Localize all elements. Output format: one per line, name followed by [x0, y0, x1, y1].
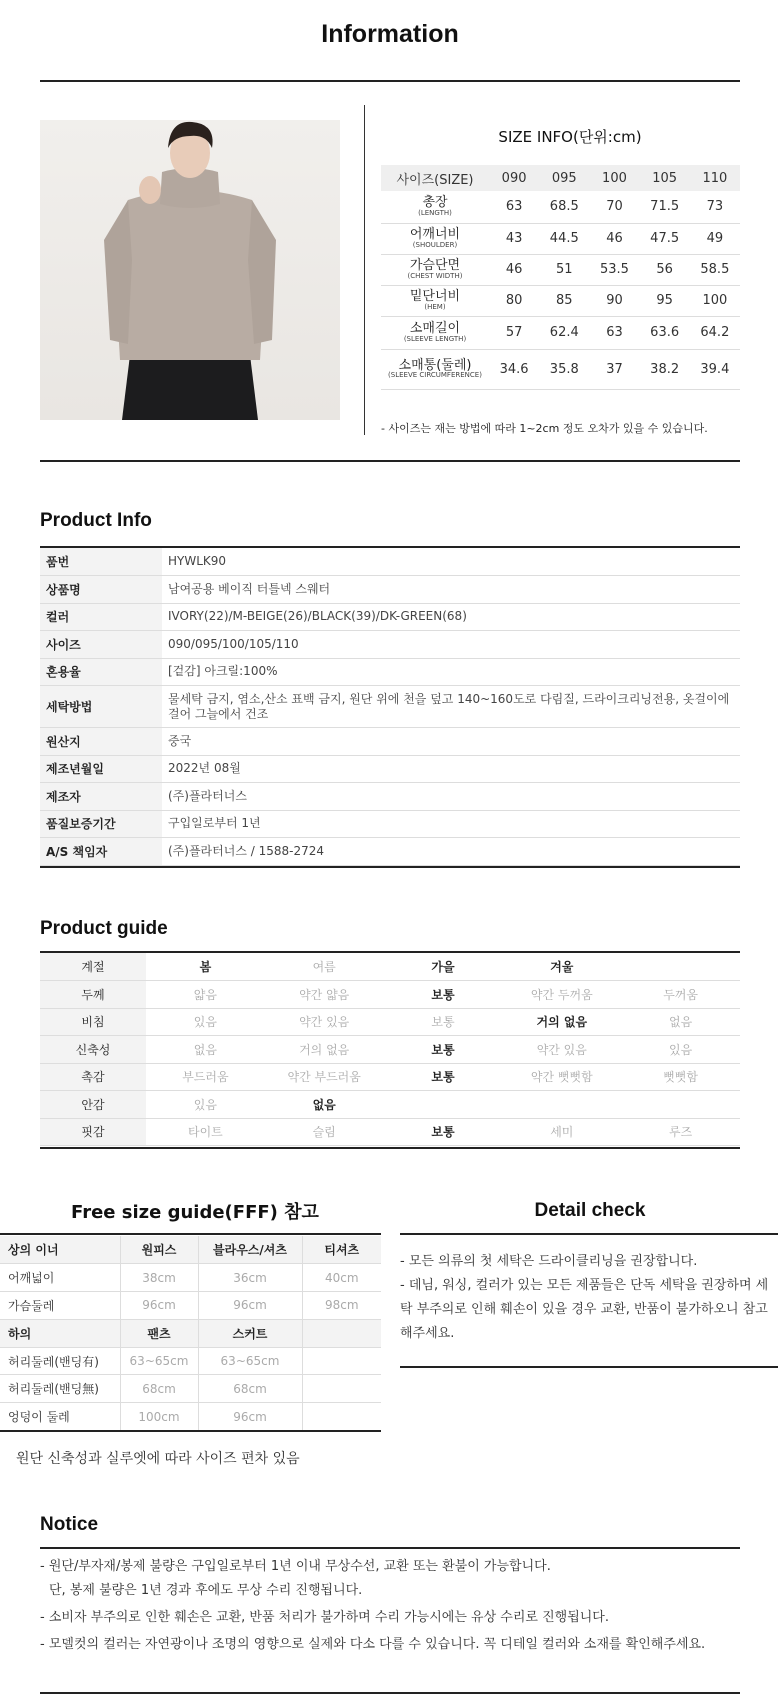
size-head-cell: 095	[539, 165, 589, 191]
guide-option: 없음	[265, 1091, 384, 1119]
size-label-en: (SLEEVE CIRCUMFERENCE)	[388, 371, 482, 380]
info-value: 구입일로부터 1년	[162, 810, 740, 838]
notice-item: - 원단/부자재/봉제 불량은 구입일로부터 1년 이내 무상수선, 교환 또는 환불이 가능합니다.	[40, 1559, 551, 1574]
guide-row	[40, 1063, 740, 1091]
info-key: 세탁방법	[40, 686, 162, 728]
free-size-row	[0, 1292, 381, 1320]
guide-row	[40, 1091, 740, 1119]
info-value: IVORY(22)/M-BEIGE(26)/BLACK(39)/DK-GREEN(68)	[162, 603, 740, 631]
info-key: 혼용율	[40, 658, 162, 686]
product-guide-table	[40, 953, 740, 1146]
free-size-cell: 상의 이너	[0, 1236, 120, 1264]
guide-key: 촉감	[40, 1063, 146, 1091]
info-key: 컬러	[40, 603, 162, 631]
size-table	[381, 165, 740, 390]
info-row	[40, 686, 740, 728]
size-value: 58.5	[690, 254, 740, 285]
info-value: 중국	[162, 728, 740, 756]
detail-check-item: - 모든 의류의 첫 세탁은 드라이클리닝을 권장합니다.	[400, 1254, 698, 1269]
notice-item: - 모델컷의 컬러는 자연광이나 조명의 영향으로 실제와 다소 다를 수 있습니다. 꼭 디테일 컬러와 소재를 확인해주세요.	[40, 1637, 706, 1652]
free-size-cell: 허리둘레(밴딩有)	[0, 1347, 120, 1375]
free-size-cell: 100cm	[120, 1403, 198, 1431]
size-row	[381, 223, 740, 254]
size-value: 68.5	[539, 191, 589, 223]
guide-option: 보통	[384, 1008, 503, 1036]
size-value: 46	[489, 254, 539, 285]
free-size-note: 원단 신축성과 실루엣에 따라 사이즈 편차 있음	[16, 1451, 300, 1467]
size-label-en: (SLEEVE LENGTH)	[403, 334, 467, 343]
guide-option: 약간 뻣뻣함	[502, 1063, 621, 1091]
size-value: 51	[539, 254, 589, 285]
size-head-cell: 105	[640, 165, 690, 191]
info-row	[40, 603, 740, 631]
size-row	[381, 349, 740, 389]
size-row-label	[381, 349, 489, 389]
guide-option	[384, 1091, 503, 1119]
guide-row	[40, 981, 740, 1009]
free-size-header	[0, 1236, 381, 1264]
guide-key: 신축성	[40, 1036, 146, 1064]
info-value: 남여공용 베이직 터틀넥 스웨터	[162, 576, 740, 604]
size-value: 49	[690, 223, 740, 254]
free-size-row	[0, 1347, 381, 1375]
free-size-cell: 98cm	[302, 1292, 381, 1320]
free-size-cell: 블라우스/셔츠	[198, 1236, 302, 1264]
size-label-ko: 어깨너비	[409, 227, 461, 242]
size-value: 44.5	[539, 223, 589, 254]
free-size-cell: 허리둘레(밴딩無)	[0, 1375, 120, 1403]
size-value: 56	[640, 254, 690, 285]
free-size-cell	[302, 1319, 381, 1347]
info-row	[40, 755, 740, 783]
size-head-cell: 100	[589, 165, 639, 191]
free-size-cell: 티셔츠	[302, 1236, 381, 1264]
guide-option: 없음	[621, 1008, 740, 1036]
free-size-cell: 96cm	[198, 1403, 302, 1431]
free-size-cell: 가슴둘레	[0, 1292, 120, 1320]
detail-check-title: Detail check	[534, 1200, 646, 1221]
divider	[0, 1233, 381, 1235]
free-size-cell: 하의	[0, 1319, 120, 1347]
guide-option	[621, 1091, 740, 1119]
page-title: Information	[321, 20, 459, 48]
size-value: 39.4	[690, 349, 740, 389]
guide-key: 계절	[40, 953, 146, 981]
divider	[40, 1147, 740, 1149]
info-value: [겉감] 아크릴:100%	[162, 658, 740, 686]
info-row	[40, 548, 740, 576]
size-value: 73	[690, 191, 740, 223]
size-table-header	[381, 165, 740, 191]
free-size-cell	[302, 1347, 381, 1375]
size-value: 90	[589, 285, 639, 316]
guide-option: 약간 두꺼움	[502, 981, 621, 1009]
size-label-ko: 소매길이	[409, 321, 461, 336]
size-info-title: SIZE INFO(단위:cm)	[498, 128, 642, 146]
size-value: 35.8	[539, 349, 589, 389]
guide-key: 두께	[40, 981, 146, 1009]
notice-title: Notice	[40, 1514, 99, 1535]
guide-option	[621, 953, 740, 981]
size-value: 71.5	[640, 191, 690, 223]
size-value: 34.6	[489, 349, 539, 389]
guide-option: 보통	[384, 1118, 503, 1146]
guide-option: 약간 얇음	[265, 981, 384, 1009]
info-value: 물세탁 금지, 염소,산소 표백 금지, 원단 위에 천을 덮고 140~160도로 다림질, 드라이크리닝전용, 옷걸이에 걸어 그늘에서 건조	[162, 686, 740, 728]
guide-option: 거의 없음	[265, 1036, 384, 1064]
divider	[40, 866, 740, 868]
info-row	[40, 631, 740, 659]
info-row	[40, 658, 740, 686]
size-value: 37	[589, 349, 639, 389]
info-value: 090/095/100/105/110	[162, 631, 740, 659]
size-label-en: (SHOULDER)	[412, 240, 458, 249]
guide-option: 있음	[621, 1036, 740, 1064]
size-label-ko: 가슴단면	[409, 258, 461, 273]
size-head-cell: 110	[690, 165, 740, 191]
free-size-cell: 96cm	[198, 1292, 302, 1320]
free-size-cell: 엉덩이 둘레	[0, 1403, 120, 1431]
guide-option: 없음	[146, 1036, 265, 1064]
info-row	[40, 838, 740, 866]
detail-check-item: - 데님, 워싱, 컬러가 있는 모든 제품들은 단독 세탁을 권장하며 세탁 부주의로 인해 훼손이 있을 경우 교환, 반품이 불가하오니 참고해주세요.	[400, 1278, 769, 1341]
divider	[40, 80, 740, 82]
info-row	[40, 783, 740, 811]
size-value: 64.2	[690, 316, 740, 349]
divider	[400, 1233, 778, 1235]
info-value: 2022년 08월	[162, 755, 740, 783]
divider	[40, 460, 740, 462]
free-size-cell: 63~65cm	[198, 1347, 302, 1375]
info-key: 제조년월일	[40, 755, 162, 783]
size-row-label	[381, 191, 489, 223]
guide-option: 보통	[384, 1036, 503, 1064]
size-row-label	[381, 285, 489, 316]
guide-option: 약간 있음	[502, 1036, 621, 1064]
free-size-title: Free size guide(FFF) 참고	[71, 1202, 319, 1223]
free-size-table	[0, 1236, 381, 1431]
free-size-cell	[302, 1375, 381, 1403]
guide-option: 뻣뻣함	[621, 1063, 740, 1091]
product-info-title: Product Info	[40, 510, 152, 531]
size-value: 57	[489, 316, 539, 349]
notice-item: - 소비자 부주의로 인한 훼손은 교환, 반품 처리가 불가하며 수리 가능시에는 유상 수리로 진행됩니다.	[40, 1610, 609, 1625]
guide-row	[40, 1008, 740, 1036]
size-value: 100	[690, 285, 740, 316]
free-size-cell: 어깨넓이	[0, 1264, 120, 1292]
free-size-row	[0, 1375, 381, 1403]
size-row	[381, 254, 740, 285]
guide-option	[502, 1091, 621, 1119]
guide-option: 세미	[502, 1118, 621, 1146]
divider	[400, 1366, 778, 1368]
size-row-label	[381, 316, 489, 349]
info-row	[40, 810, 740, 838]
size-value: 63.6	[640, 316, 690, 349]
guide-option: 보통	[384, 981, 503, 1009]
info-key: 원산지	[40, 728, 162, 756]
guide-row	[40, 1118, 740, 1146]
size-row	[381, 191, 740, 223]
info-row	[40, 576, 740, 604]
size-row-label	[381, 223, 489, 254]
guide-option: 얇음	[146, 981, 265, 1009]
free-size-cell: 팬츠	[120, 1319, 198, 1347]
free-size-cell: 68cm	[198, 1375, 302, 1403]
free-size-cell: 40cm	[302, 1264, 381, 1292]
guide-option: 있음	[146, 1008, 265, 1036]
free-size-cell	[302, 1403, 381, 1431]
free-size-cell: 63~65cm	[120, 1347, 198, 1375]
notice-item: 단, 봉제 불량은 1년 경과 후에도 무상 수리 진행됩니다.	[49, 1583, 363, 1598]
info-key: 사이즈	[40, 631, 162, 659]
divider	[40, 1692, 740, 1694]
info-value: HYWLK90	[162, 548, 740, 576]
guide-option: 타이트	[146, 1118, 265, 1146]
size-value: 46	[589, 223, 639, 254]
size-note: - 사이즈는 재는 방법에 따라 1~2cm 정도 오차가 있을 수 있습니다.	[381, 422, 708, 435]
guide-option: 거의 없음	[502, 1008, 621, 1036]
size-value: 47.5	[640, 223, 690, 254]
size-label-ko: 총장	[422, 195, 448, 211]
guide-key: 핏감	[40, 1118, 146, 1146]
vertical-divider	[364, 105, 365, 435]
free-size-row	[0, 1264, 381, 1292]
size-head-label: 사이즈(SIZE)	[381, 165, 489, 191]
free-size-cell: 36cm	[198, 1264, 302, 1292]
size-label-ko: 밑단너비	[409, 289, 461, 304]
size-label-en: (CHEST WIDTH)	[407, 271, 463, 280]
model-photo	[40, 120, 340, 420]
size-value: 63	[589, 316, 639, 349]
info-key: 품질보증기간	[40, 810, 162, 838]
info-key: A/S 책임자	[40, 838, 162, 866]
guide-option: 겨울	[502, 953, 621, 981]
size-label-ko: 소매통(둘레)	[398, 357, 472, 373]
size-value: 63	[489, 191, 539, 223]
guide-option: 루즈	[621, 1118, 740, 1146]
guide-option: 약간 있음	[265, 1008, 384, 1036]
size-label-en: (LENGTH)	[418, 208, 452, 217]
info-key: 상품명	[40, 576, 162, 604]
free-size-cell: 96cm	[120, 1292, 198, 1320]
guide-option: 봄	[146, 953, 265, 981]
detail-check-body	[400, 1250, 778, 1346]
info-row	[40, 728, 740, 756]
size-value: 95	[640, 285, 690, 316]
guide-option: 두꺼움	[621, 981, 740, 1009]
size-value: 38.2	[640, 349, 690, 389]
free-size-cell: 68cm	[120, 1375, 198, 1403]
size-row	[381, 316, 740, 349]
size-value: 85	[539, 285, 589, 316]
guide-option: 슬림	[265, 1118, 384, 1146]
guide-key: 비침	[40, 1008, 146, 1036]
divider	[40, 1547, 740, 1549]
info-value: (주)플라터너스	[162, 783, 740, 811]
size-value: 62.4	[539, 316, 589, 349]
divider	[0, 1430, 381, 1432]
free-size-row	[0, 1403, 381, 1431]
guide-row	[40, 1036, 740, 1064]
size-label-en: (HEM)	[424, 302, 446, 311]
free-size-cell: 38cm	[120, 1264, 198, 1292]
info-key: 제조자	[40, 783, 162, 811]
guide-option: 부드러움	[146, 1063, 265, 1091]
guide-option: 보통	[384, 1063, 503, 1091]
product-guide-title: Product guide	[40, 918, 168, 939]
size-value: 70	[589, 191, 639, 223]
size-row	[381, 285, 740, 316]
guide-option: 가을	[384, 953, 503, 981]
size-value: 53.5	[589, 254, 639, 285]
notice-body	[40, 1555, 740, 1660]
product-info-table	[40, 548, 740, 866]
guide-row	[40, 953, 740, 981]
guide-key: 안감	[40, 1091, 146, 1119]
info-value: (주)플라터너스 / 1588-2724	[162, 838, 740, 866]
guide-option: 있음	[146, 1091, 265, 1119]
size-head-cell: 090	[489, 165, 539, 191]
guide-option: 여름	[265, 953, 384, 981]
free-size-header	[0, 1319, 381, 1347]
free-size-cell: 원피스	[120, 1236, 198, 1264]
guide-option: 약간 부드러움	[265, 1063, 384, 1091]
free-size-cell: 스커트	[198, 1319, 302, 1347]
size-value: 43	[489, 223, 539, 254]
size-value: 80	[489, 285, 539, 316]
size-row-label	[381, 254, 489, 285]
info-key: 품번	[40, 548, 162, 576]
